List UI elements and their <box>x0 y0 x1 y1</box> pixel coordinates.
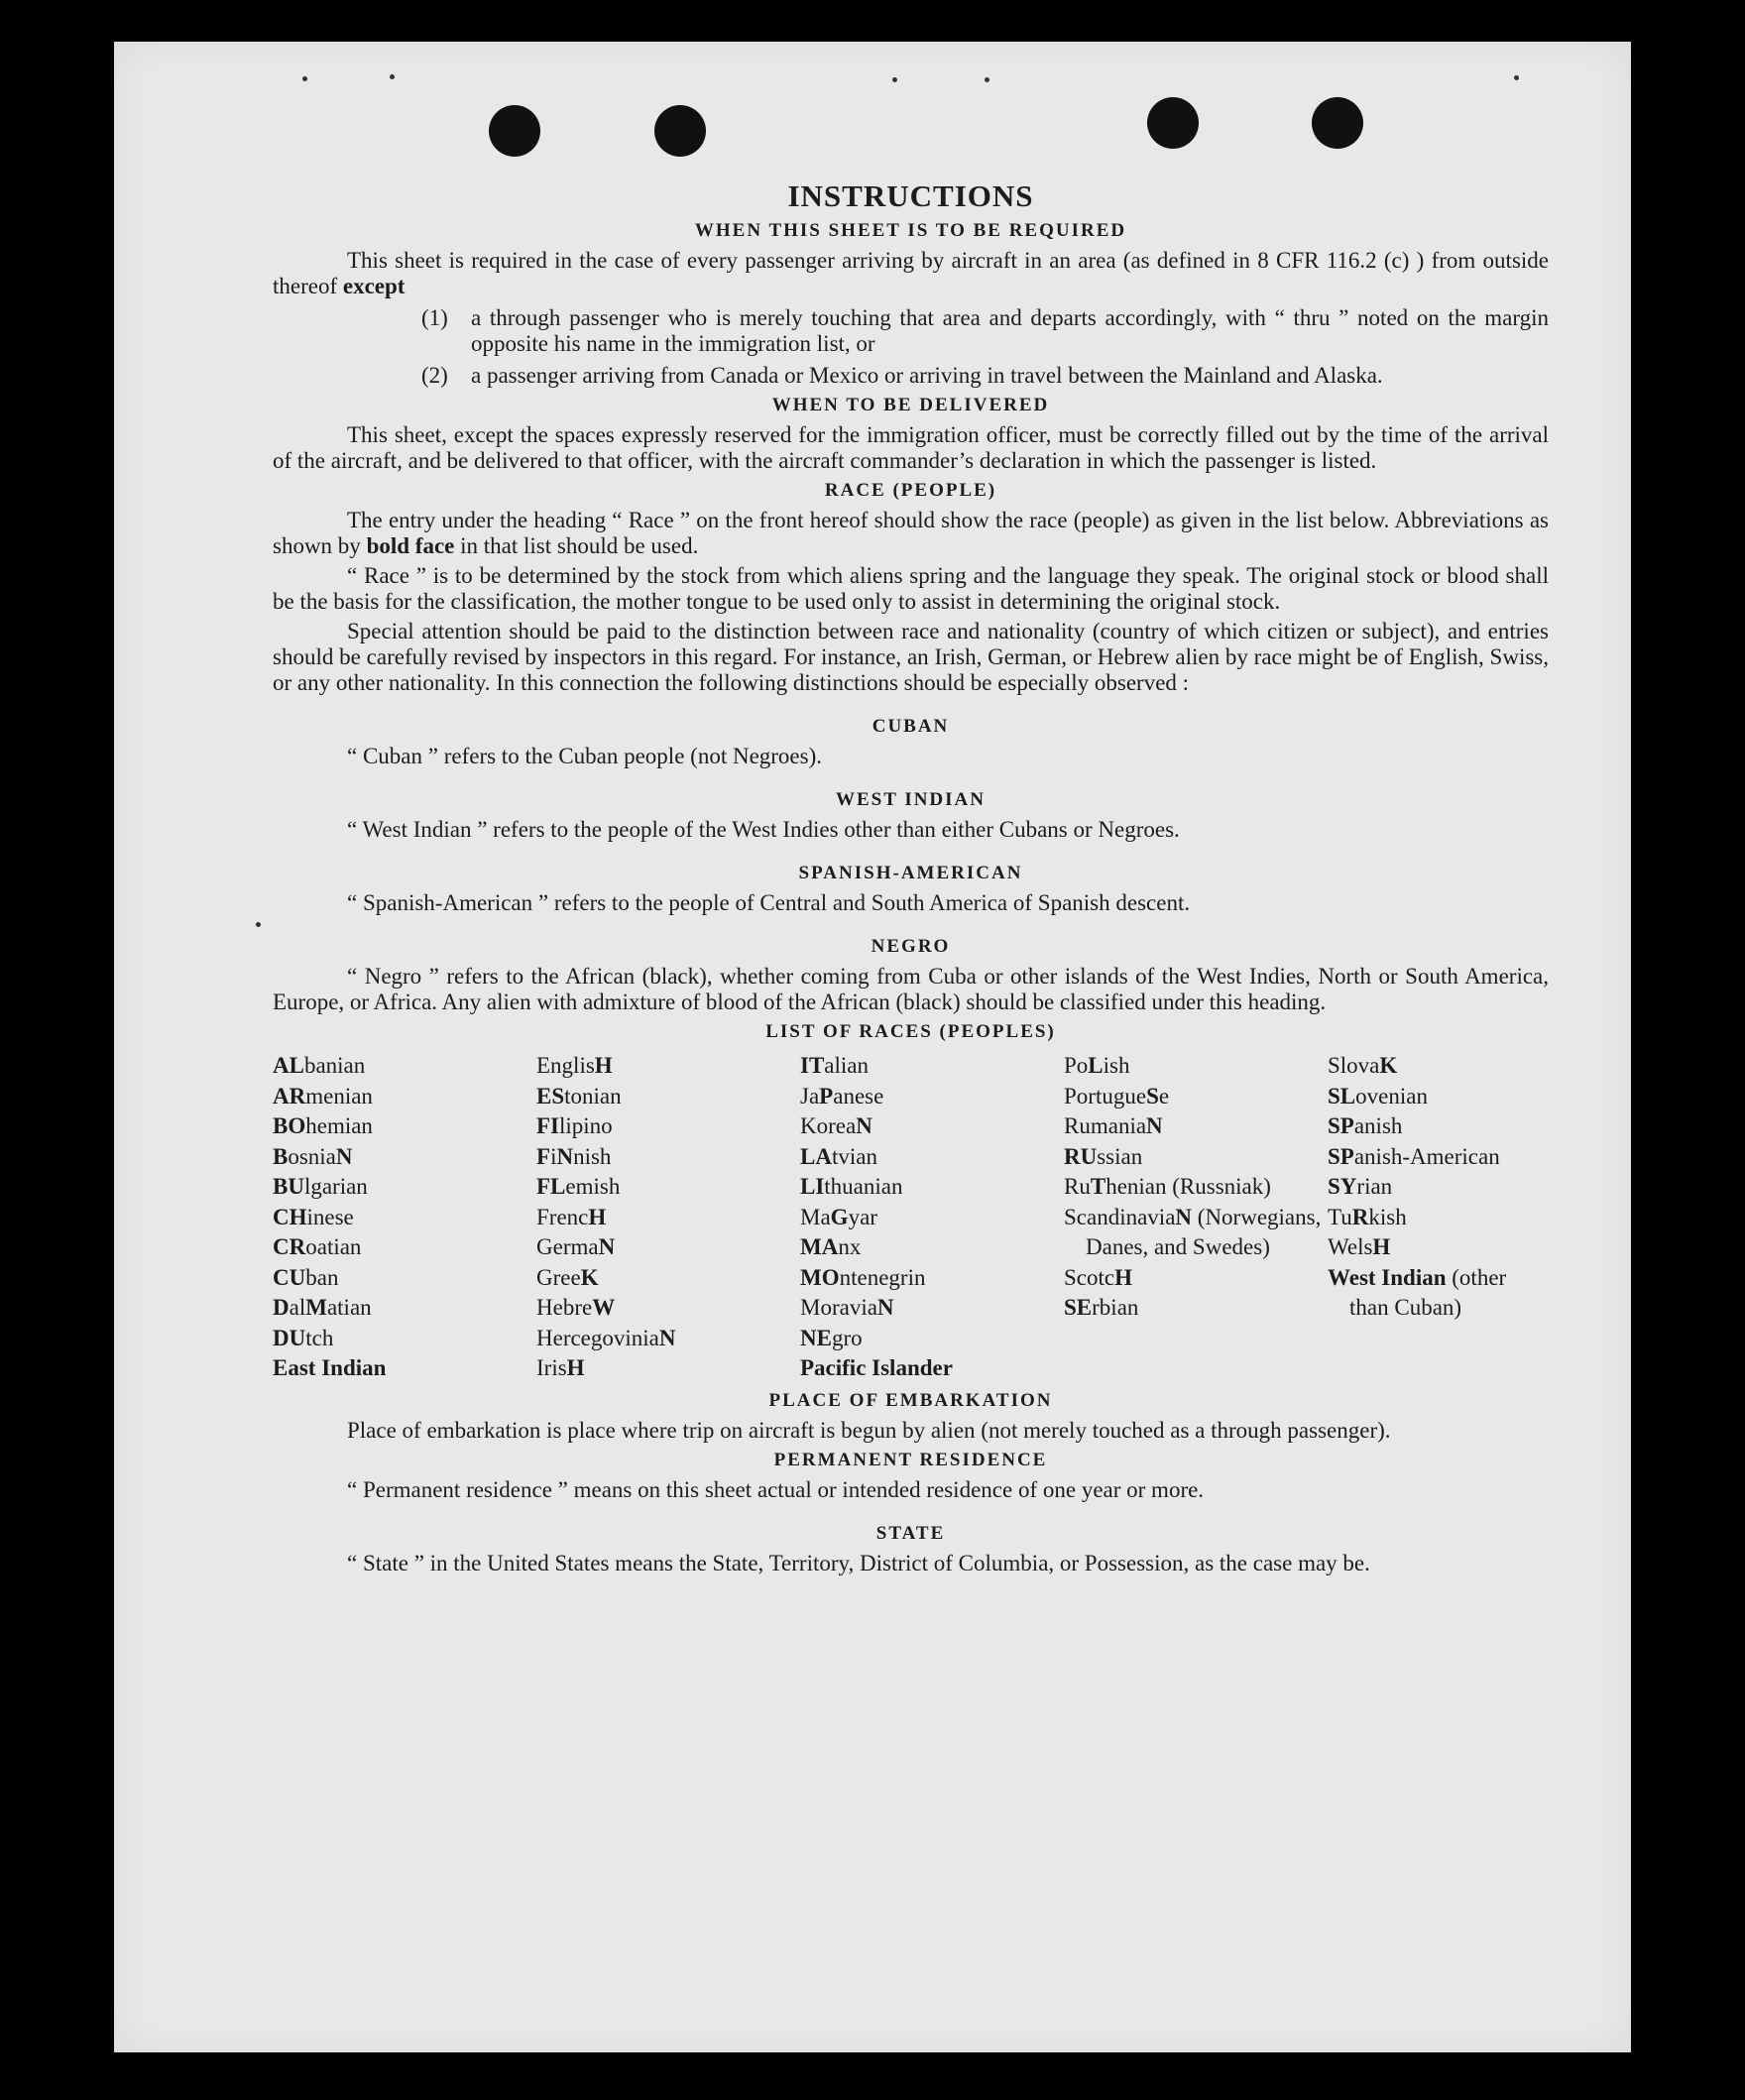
races-column <box>1064 1051 1328 1384</box>
race-entry: NEgro <box>800 1325 863 1350</box>
races-list <box>273 1051 1549 1384</box>
race-entry: SLovenian <box>1328 1083 1428 1108</box>
race-entry: BUlgarian <box>273 1174 368 1199</box>
section-heading-state: STATE <box>875 1522 946 1544</box>
race-entry: SPanish-American <box>1328 1143 1500 1169</box>
races-column <box>273 1051 536 1384</box>
cuban-text: “ Cuban ” refers to the Cuban people (not Negroes). <box>347 744 823 768</box>
race-entry: IrisH <box>536 1355 585 1380</box>
race-entry: GermaN <box>536 1234 616 1259</box>
race-entry: FIlipino <box>536 1113 613 1138</box>
race-entry: MoraviaN <box>800 1295 894 1320</box>
race-entry: CRoatian <box>273 1234 362 1259</box>
section-heading-west-indian: WEST INDIAN <box>836 789 986 810</box>
west-indian-text: “ West Indian ” refers to the people of the West Indies other than either Cubans or Negroes. <box>347 817 1180 842</box>
race-entry: ALbanian <box>273 1053 366 1078</box>
exception-item: (1) a through passenger who is merely touching that area and departs accordingly, with “ thru ” noted on the margin opposite his name in the immigration list, or <box>421 305 1549 356</box>
section-heading-place-of-embarkation: PLACE OF EMBARKATION <box>768 1389 1053 1411</box>
race-entry: SYrian <box>1328 1174 1393 1199</box>
race-entry: MOntenegrin <box>800 1264 926 1290</box>
section-heading-spanish-american: SPANISH-AMERICAN <box>798 863 1023 883</box>
speck <box>390 74 395 79</box>
section-heading-permanent-residence: PERMANENT RESIDENCE <box>773 1449 1048 1470</box>
race-entry: FiNnish <box>536 1143 612 1169</box>
race-entry: SPanish <box>1328 1113 1403 1138</box>
punch-hole <box>1147 97 1199 149</box>
race-entry: RuThenian (Russniak) <box>1064 1174 1271 1199</box>
punch-hole <box>489 105 540 157</box>
section-heading-when-required: WHEN THIS SHEET IS TO BE REQUIRED <box>694 220 1127 241</box>
when-required-intro: This sheet is required in the case of every passenger arriving by aircraft in an area (as defined in 8 CFR 116.2 (c) ) from outside thereof except <box>273 248 1549 298</box>
speck <box>985 77 989 82</box>
punch-hole <box>654 105 706 157</box>
race-entry: CUban <box>273 1264 339 1290</box>
race-paragraph-2: “ Race ” is to be determined by the stock from which aliens spring and the language they speak. The original stock or blood shall be the basis for the classification, the mother tongue to be used only to assist in determining the original stock. <box>273 563 1549 614</box>
race-entry: East Indian <box>273 1355 387 1380</box>
permanent-residence-text: “ Permanent residence ” means on this sheet actual or intended residence of one year or more. <box>347 1476 1205 1502</box>
race-entry: SlovaK <box>1328 1053 1398 1078</box>
negro-text: “ Negro ” refers to the African (black), whether coming from Cuba or other islands of the West Indies, North or South America, Europe, or Africa. Any alien with admixture of blood of the African (black) should be classified under this heading. <box>273 964 1549 1014</box>
race-entry: FLemish <box>536 1174 621 1199</box>
race-entry: SErbian <box>1064 1295 1139 1320</box>
speck <box>892 77 897 82</box>
race-entry: LIthuanian <box>800 1174 903 1199</box>
spanish-american-text: “ Spanish-American ” refers to the people of Central and South America of Spanish descent. <box>347 890 1191 915</box>
race-entry: DUtch <box>273 1325 334 1350</box>
speck <box>1514 75 1519 80</box>
race-entry: EnglisH <box>536 1053 613 1078</box>
race-entry: DalMatian <box>273 1295 372 1320</box>
punch-hole <box>1312 97 1363 149</box>
speck <box>256 922 261 927</box>
race-entry: MAnx <box>800 1234 862 1259</box>
races-column <box>800 1051 1064 1384</box>
page-title: INSTRUCTIONS <box>787 178 1034 213</box>
race-entry: EStonian <box>536 1083 622 1108</box>
race-entry: ITalian <box>800 1053 869 1078</box>
race-entry: West Indian (other than Cuban) <box>1328 1264 1507 1320</box>
exception-item: (2) a passenger arriving from Canada or Mexico or arriving in travel between the Mainland and Alaska. <box>421 363 1383 388</box>
section-heading-cuban: CUBAN <box>872 716 950 737</box>
instructions-content <box>273 171 1549 1580</box>
place-of-embarkation-text: Place of embarkation is place where trip on aircraft is begun by alien (not merely touched as a through passenger). <box>347 1417 1391 1443</box>
state-text: “ State ” in the United States means the State, Territory, District of Columbia, or Possession, as the case may be. <box>347 1550 1370 1575</box>
race-entry: TuRkish <box>1328 1204 1407 1229</box>
section-heading-race: RACE (PEOPLE) <box>824 480 997 501</box>
race-entry: LAtvian <box>800 1143 877 1169</box>
race-entry: JaPanese <box>800 1083 884 1108</box>
races-column <box>1328 1051 1549 1384</box>
speck <box>302 76 307 81</box>
when-delivered-text: This sheet, except the spaces expressly reserved for the immigration officer, must be correctly filled out by the time of the arrival of the aircraft, and be delivered to that officer, with the aircraft commander’s declaration in which the passenger is listed. <box>273 422 1549 473</box>
section-heading-negro: NEGRO <box>871 936 951 957</box>
race-entry: WelsH <box>1328 1234 1391 1259</box>
race-entry: ScandinaviaN (Norwegians, Danes, and Swedes) <box>1064 1204 1322 1259</box>
race-entry: Pacific Islander <box>800 1355 953 1380</box>
race-entry: CHinese <box>273 1204 354 1229</box>
race-entry: HebreW <box>536 1295 616 1320</box>
race-entry: GreeK <box>536 1264 599 1290</box>
race-entry: HercegoviniaN <box>536 1325 676 1350</box>
race-entry: RumaniaN <box>1064 1113 1163 1138</box>
race-entry: FrencH <box>536 1204 607 1229</box>
races-column <box>536 1051 800 1384</box>
section-heading-list-of-races: LIST OF RACES (PEOPLES) <box>765 1021 1056 1042</box>
race-entry: BOhemian <box>273 1113 373 1138</box>
section-heading-when-delivered: WHEN TO BE DELIVERED <box>771 395 1050 415</box>
race-entry: KoreaN <box>800 1113 872 1138</box>
race-paragraph-3: Special attention should be paid to the distinction between race and nationality (country of which citizen or subject), and entries should be carefully revised by inspectors in this regard. For instance, an Irish, German, or Hebrew alien by race might be of English, Swiss, or any other nationality. In this connection the following distinctions should be especially observed : <box>273 619 1549 695</box>
race-entry: PortugueSe <box>1064 1083 1170 1108</box>
race-entry: ScotcH <box>1064 1264 1132 1290</box>
race-entry: RUssian <box>1064 1143 1143 1169</box>
race-entry: PoLish <box>1064 1053 1130 1078</box>
race-entry: BosniaN <box>273 1143 353 1169</box>
race-entry: ARmenian <box>273 1083 373 1108</box>
race-entry: MaGyar <box>800 1204 877 1229</box>
race-paragraph-1: The entry under the heading “ Race ” on the front hereof should show the race (people) as given in the list below. Abbreviations as shown by bold face in that list should be used. <box>273 508 1549 558</box>
